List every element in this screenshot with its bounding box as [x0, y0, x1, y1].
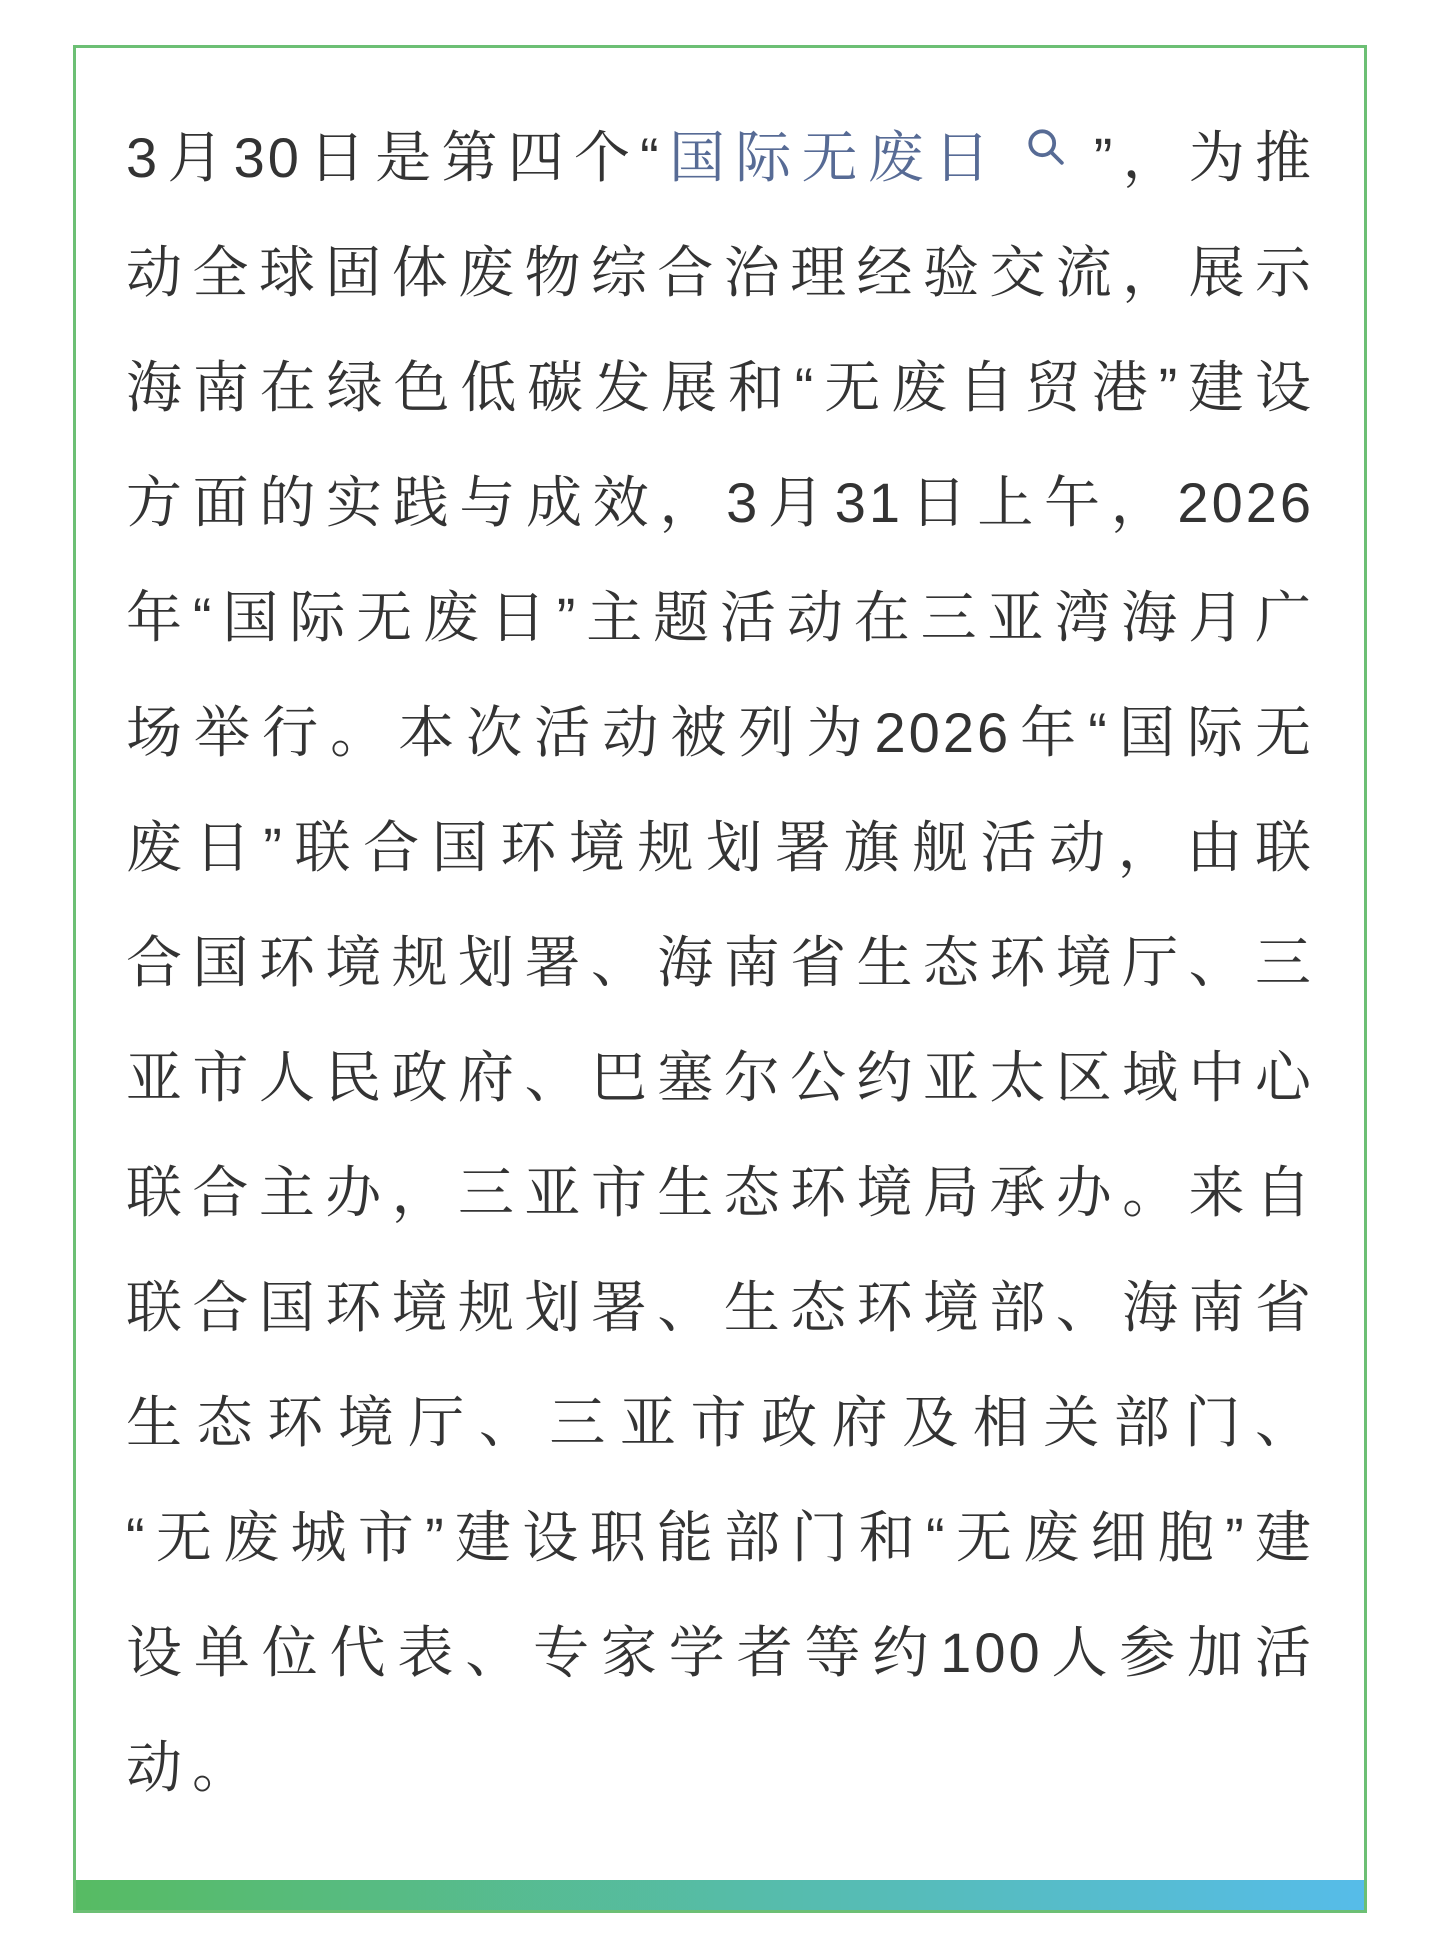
paragraph-line-3 — [126, 330, 1314, 445]
paragraph-line-11 — [126, 1250, 1314, 1365]
text-segment: 动。 — [126, 1736, 258, 1799]
text-segment: 生态环境厅、三亚市政府及相关部门、 — [126, 1391, 1314, 1454]
article-paragraph — [76, 48, 1364, 1825]
text-segment: 废日”联合国环境规划署旗舰活动，由联 — [126, 816, 1314, 879]
paragraph-line-12 — [126, 1365, 1314, 1480]
text-segment: 亚市人民政府、巴塞尔公约亚太区域中心 — [126, 1046, 1314, 1109]
text-segment: 设单位代表、专家学者等约100人参加活 — [126, 1621, 1314, 1684]
text-segment: “无废城市”建设职能部门和“无废细胞”建 — [126, 1506, 1314, 1569]
search-icon[interactable] — [1026, 127, 1068, 169]
gradient-divider-bar — [76, 1880, 1364, 1910]
paragraph-line-6 — [126, 675, 1314, 790]
paragraph-line-2 — [126, 215, 1314, 330]
paragraph-line-15 — [126, 1710, 1314, 1825]
text-segment: ”，为推 — [1093, 126, 1314, 189]
text-segment: 年“国际无废日”主题活动在三亚湾海月广 — [126, 586, 1314, 649]
paragraph-line-8 — [126, 905, 1314, 1020]
paragraph-line-7 — [126, 790, 1314, 905]
text-segment: 合国环境规划署、海南省生态环境厅、三 — [126, 931, 1314, 994]
text-segment: 场举行。本次活动被列为2026年“国际无 — [126, 701, 1314, 764]
paragraph-line-10 — [126, 1135, 1314, 1250]
paragraph-line-4 — [126, 445, 1314, 560]
text-segment: 3月30日是第四个“ — [126, 126, 662, 189]
paragraph-line-9 — [126, 1020, 1314, 1135]
paragraph-line-1 — [126, 100, 1314, 215]
paragraph-line-13 — [126, 1480, 1314, 1595]
text-segment: 动全球固体废物综合治理经验交流，展示 — [126, 241, 1314, 304]
text-segment: 联合主办，三亚市生态环境局承办。来自 — [126, 1161, 1314, 1224]
inline-link-intl-zero-waste-day[interactable]: 国际无废日 — [661, 126, 1001, 189]
text-segment: 方面的实践与成效，3月31日上午，2026 — [126, 471, 1314, 534]
text-segment: 海南在绿色低碳发展和“无废自贸港”建设 — [126, 356, 1314, 419]
paragraph-line-14 — [126, 1595, 1314, 1710]
paragraph-line-5 — [126, 560, 1314, 675]
text-segment: 联合国环境规划署、生态环境部、海南省 — [126, 1276, 1314, 1339]
article-card — [73, 45, 1367, 1913]
